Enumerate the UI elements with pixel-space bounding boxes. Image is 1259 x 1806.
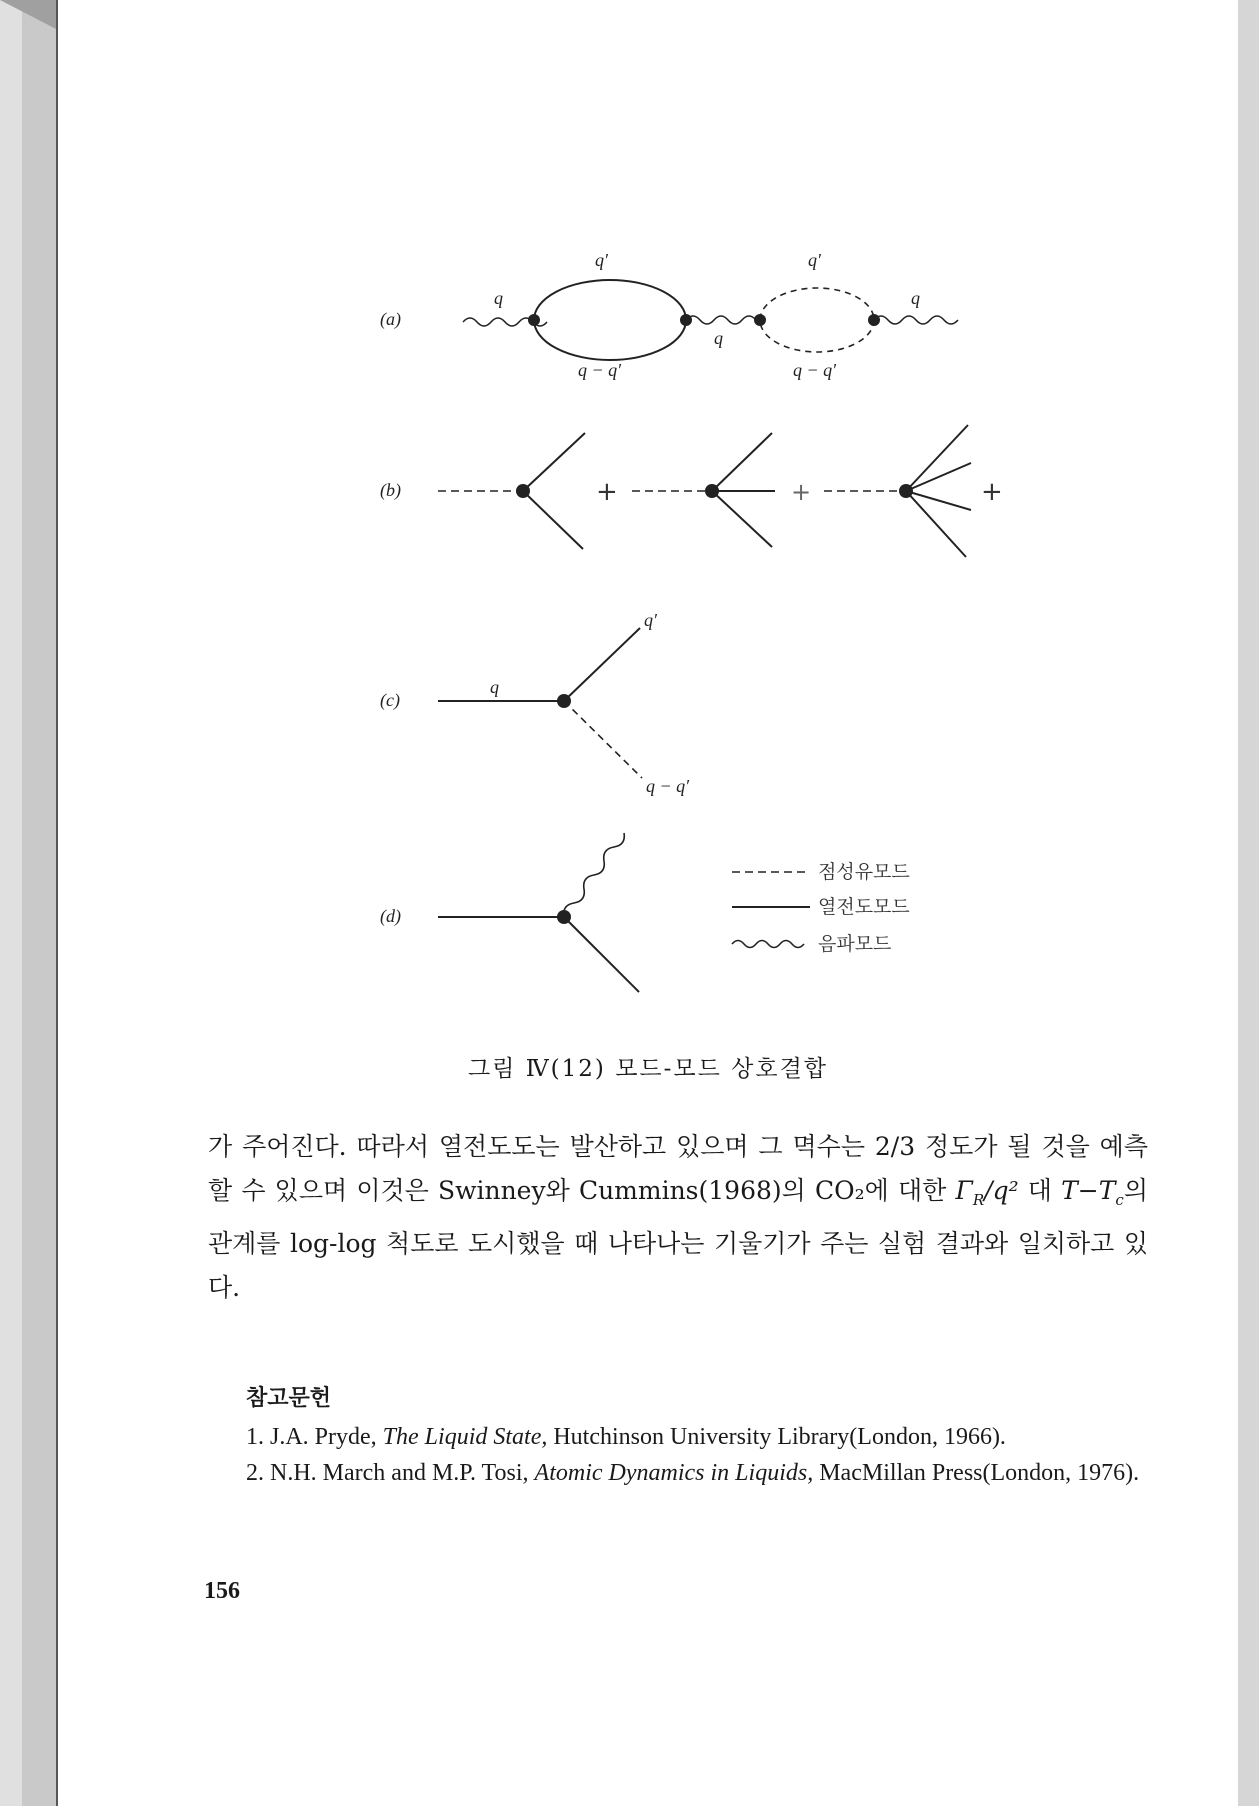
legend-wavy-text: 음파모드 — [818, 933, 892, 955]
page-number: 156 — [204, 1578, 240, 1604]
label-q-minus-q-prime-c: q − q′ — [646, 776, 690, 796]
d-wavy-out — [564, 833, 625, 917]
b3-line-2 — [906, 463, 971, 491]
plus-sign-3: + — [981, 477, 1003, 507]
panel-c-label: (c) — [380, 690, 400, 710]
b1-line-up — [523, 433, 585, 491]
legend — [732, 861, 910, 955]
label-q-a-mid: q — [714, 328, 723, 348]
label-q-prime-top1: q′ — [595, 250, 608, 270]
ref-authors: J.A. Pryde, — [270, 1424, 377, 1450]
panel-a-label: (a) — [380, 309, 401, 329]
b2-line-up — [712, 433, 772, 491]
ref-title: Atomic Dynamics in Liquids, — [534, 1460, 814, 1486]
c-dashed-out — [564, 701, 642, 778]
label-q-minus-q-prime-bottom1: q − q′ — [578, 360, 622, 380]
label-q-a-right: q — [911, 288, 920, 308]
references-title: 참고문헌 — [246, 1386, 332, 1411]
b3-line-1 — [906, 425, 968, 491]
gamma-subscript: R — [972, 1191, 985, 1209]
solid-loop — [534, 280, 686, 360]
feynman-diagram-figure — [58, 0, 1238, 1040]
reference-item — [246, 1456, 1151, 1490]
vertex-a3 — [754, 314, 766, 326]
body-part-3: 대 — [1018, 1176, 1062, 1205]
label-q-prime-top2: q′ — [808, 250, 821, 270]
panel-d-label: (d) — [380, 906, 401, 926]
legend-dashed-text: 점성유모드 — [818, 861, 910, 883]
figure-caption: 그림 Ⅳ(12) 모드-모드 상호결합 — [467, 1056, 829, 1082]
reference-item — [246, 1420, 1151, 1454]
c-solid-out — [564, 628, 640, 701]
ref-publisher: Hutchinson University Library(London, 1966). — [553, 1424, 1006, 1450]
ref-publisher: MacMillan Press(London, 1976). — [819, 1460, 1140, 1486]
d-solid-out — [564, 917, 639, 992]
legend-wavy-sample — [732, 941, 804, 948]
legend-solid-text: 열전도모드 — [818, 896, 910, 918]
plus-sign-1: + — [596, 477, 618, 507]
gamma-rest: /q² — [984, 1176, 1019, 1205]
ref-number: 2. — [246, 1460, 264, 1486]
ref-number: 1. — [246, 1424, 264, 1450]
gamma-symbol: Γ — [955, 1176, 973, 1205]
body-part-2: 에 대한 — [864, 1176, 956, 1205]
co2-text: CO₂ — [814, 1176, 865, 1205]
panel-b-label: (b) — [380, 480, 401, 500]
panel-b — [380, 425, 1003, 557]
references-section — [246, 1382, 1151, 1492]
panel-c — [380, 610, 690, 796]
t-subscript: c — [1115, 1191, 1124, 1209]
dashed-loop — [760, 288, 874, 352]
label-q-minus-q-prime-bottom2: q − q′ — [793, 360, 837, 380]
wavy-line-a-right — [874, 316, 958, 324]
panel-d — [380, 833, 639, 992]
label-q-a-left: q — [494, 288, 503, 308]
vertex-a1 — [528, 314, 540, 326]
body-part-4: 의 관계를 log-log 척도로 도시했을 때 나타나는 기울기가 주는 실험 결과와 일치하고 있다. — [208, 1176, 1148, 1302]
book-spine-edge — [0, 0, 58, 1806]
b3-line-4 — [906, 491, 966, 557]
body-part-1: 가 주어진다. 따라서 열전도도는 발산하고 있으며 그 멱수는 2/3 정도가 될 것을 예측할 수 있으며 이것은 Swinney와 Cummins(1968)의 — [208, 1132, 1148, 1205]
ref-authors: N.H. March and M.P. Tosi, — [270, 1460, 529, 1486]
label-q-prime-c: q′ — [644, 610, 657, 630]
b2-line-down — [712, 491, 772, 547]
plus-sign-2: + — [791, 478, 812, 506]
wavy-line-a-mid — [686, 316, 756, 324]
body-paragraph — [208, 1125, 1148, 1310]
panel-a — [380, 250, 958, 380]
b1-line-down — [523, 491, 583, 549]
book-page — [58, 0, 1238, 1806]
label-q-c-in: q — [490, 677, 499, 697]
t-symbol: T−T — [1061, 1176, 1116, 1205]
ref-title: The Liquid State, — [382, 1424, 548, 1450]
